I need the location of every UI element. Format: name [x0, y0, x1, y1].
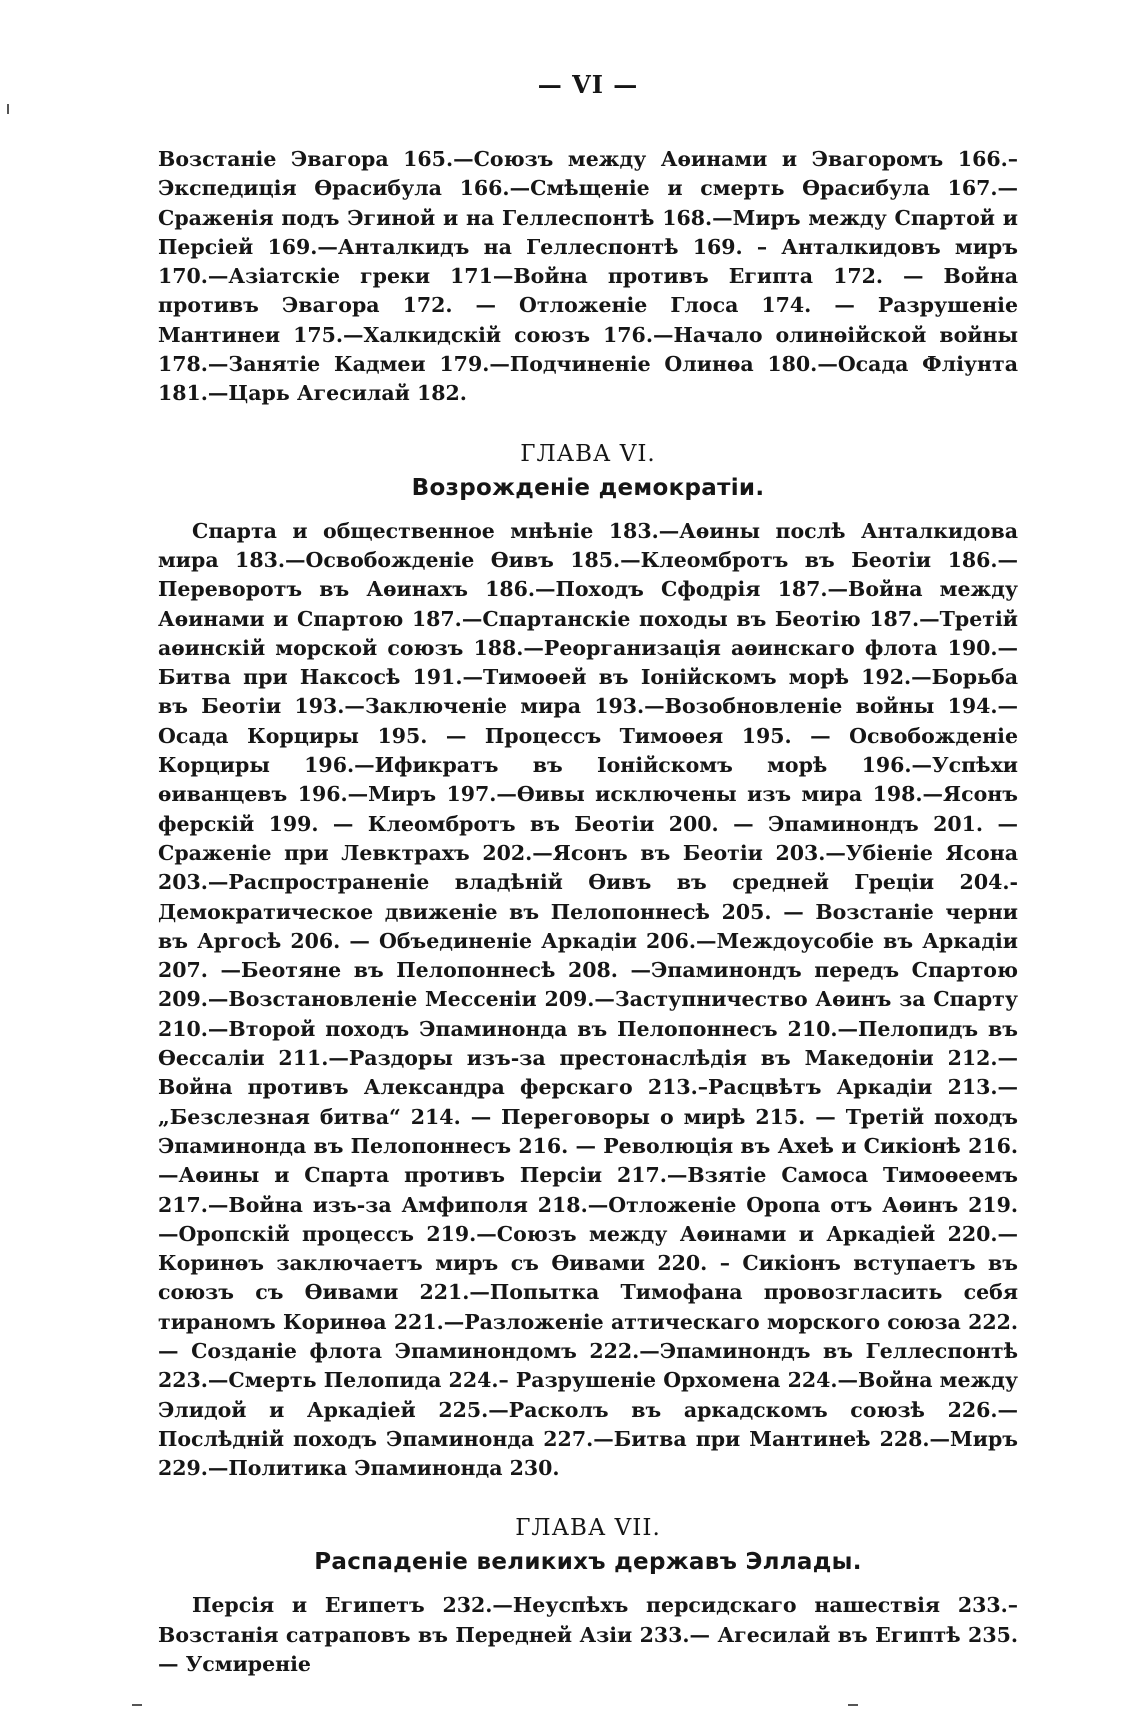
scan-edge-mark-bottom-right — [848, 1704, 858, 1706]
chapter-7-section — [158, 1515, 1018, 1679]
chapter-6-summary: Спарта и общественное мнѣніе 183.—Аѳины послѣ Анталкидова мира 183.—Освобожденіе Ѳивъ 185.—Клеомбротъ въ Беотіи 186.—Переворотъ въ Аѳинахъ 186.—Походъ Сфодрія 187.—Война между Аѳинами и Спартою 187.—Спартанскіе походы въ Беотію 187.—Третій аѳинскій морской союзъ 188.—Реорганизація аѳинскаго флота 190.—Битва при Наксосѣ 191.—Тимоѳей въ Іонійскомъ морѣ 192.—Борьба въ Беотіи 193.—Заключеніе мира 193.—Возобновленіе войны 194.—Осада Корциры 195. — Процессъ Тимоѳея 195. — Освобожденіе Корциры 196.—Ификратъ въ Іонійскомъ морѣ 196.—Успѣхи ѳиванцевъ 196.—Миръ 197.—Ѳивы исключены изъ мира 198.—Ясонъ ферскій 199. — Клеомбротъ въ Беотіи 200. — Эпаминондъ 201. — Сраженіе при Левктрахъ 202.—Ясонъ въ Беотіи 203.—Убіеніе Ясона 203.—Распространеніе владѣній Ѳивъ въ средней Греціи 204.- Демократическое движеніе въ Пелопоннесѣ 205. — Возстаніе черни въ Аргосѣ 206. — Объединеніе Аркадіи 206.—Междоусобіе въ Аркадіи 207. —Беотяне въ Пелопоннесѣ 208. —Эпаминондъ передъ Спартою 209.—Возстановленіе Мессеніи 209.—Заступничество Аѳинъ за Спарту 210.—Второй походъ Эпаминонда въ Пелопоннесъ 210.—Пелопидъ въ Ѳессаліи 211.—Раздоры изъ-за престонаслѣдія въ Македоніи 212.—Война противъ Александра ферскаго 213.–Расцвѣтъ Аркадіи 213.—„Безслезная битва“ 214. — Переговоры о мирѣ 215. — Третій походъ Эпаминонда въ Пелопоннесъ 216. — Революція въ Ахеѣ и Сикіонѣ 216.—Аѳины и Спарта противъ Персіи 217.—Взятіе Самоса Тимоѳеемъ 217.—Война изъ-за Амфиполя 218.—Отложеніе Оропа отъ Аѳинъ 219.—Оропскій процессъ 219.—Союзъ между Аѳинами и Аркадіей 220.—Коринѳъ заключаетъ миръ съ Ѳивами 220. – Сикіонъ вступаетъ въ союзъ съ Ѳивами 221.—Попытка Тимофана провозгласить себя тираномъ Коринѳа 221.—Разложеніе аттическаго морского союза 222. — Созданіе флота Эпаминондомъ 222.—Эпаминондъ въ Геллеспонтѣ 223.—Смерть Пелопида 224.– Разрушеніе Орхомена 224.—Война между Элидой и Аркадіей 225.—Расколъ въ аркадскомъ союзѣ 226.—Послѣдній походъ Эпаминонда 227.—Битва при Мантинеѣ 228.—Миръ 229.—Политика Эпаминонда 230. — [158, 518, 1018, 1481]
chapter-7-heading: ГЛАВА VII. — [515, 1515, 661, 1542]
chapter-7-title: Распаденіе великихъ державъ Эллады. — [314, 1549, 862, 1576]
page-number: — VI — — [537, 70, 639, 99]
chapter-7-summary: Персія и Египетъ 232.—Неуспѣхъ персидскаго нашествія 233.– Возстанія сатраповъ въ Передней Азіи 233.— Агесилай въ Египтѣ 235.— Усмиреніе — [158, 1593, 1018, 1677]
chapter-6-heading: ГЛАВА VI. — [520, 440, 656, 467]
chapter5-continuation-paragraph: Возстаніе Эвагора 165.—Союзъ между Аѳинами и Эвагоромъ 166.– Экспедиція Ѳрасибула 166.—Смѣщеніе и смерть Ѳрасибула 167.—Сраженія подъ Эгиной и на Геллеспонтѣ 168.—Миръ между Спартой и Персіей 169.—Анталкидъ на Геллеспонтѣ 169. – Анталкидовъ миръ 170.—Азіатскіе греки 171—Война противъ Египта 172. — Война противъ Эвагора 172. — Отложеніе Глоса 174. — Разрушеніе Мантинеи 175.—Халкидскій союзъ 176.—Начало олинѳійской войны 178.—Занятіе Кадмеи 179.—Подчиненіе Олинѳа 180.—Осада Флiунта 181.—Царь Агесилай 182. — [158, 147, 1018, 406]
chapter-6-title: Возрожденіе демократіи. — [411, 474, 765, 501]
chapter-6-section — [158, 441, 1018, 1484]
scan-edge-mark-bottom-left — [132, 1704, 142, 1706]
scan-edge-mark-left — [7, 104, 9, 114]
book-page — [158, 70, 1018, 1679]
